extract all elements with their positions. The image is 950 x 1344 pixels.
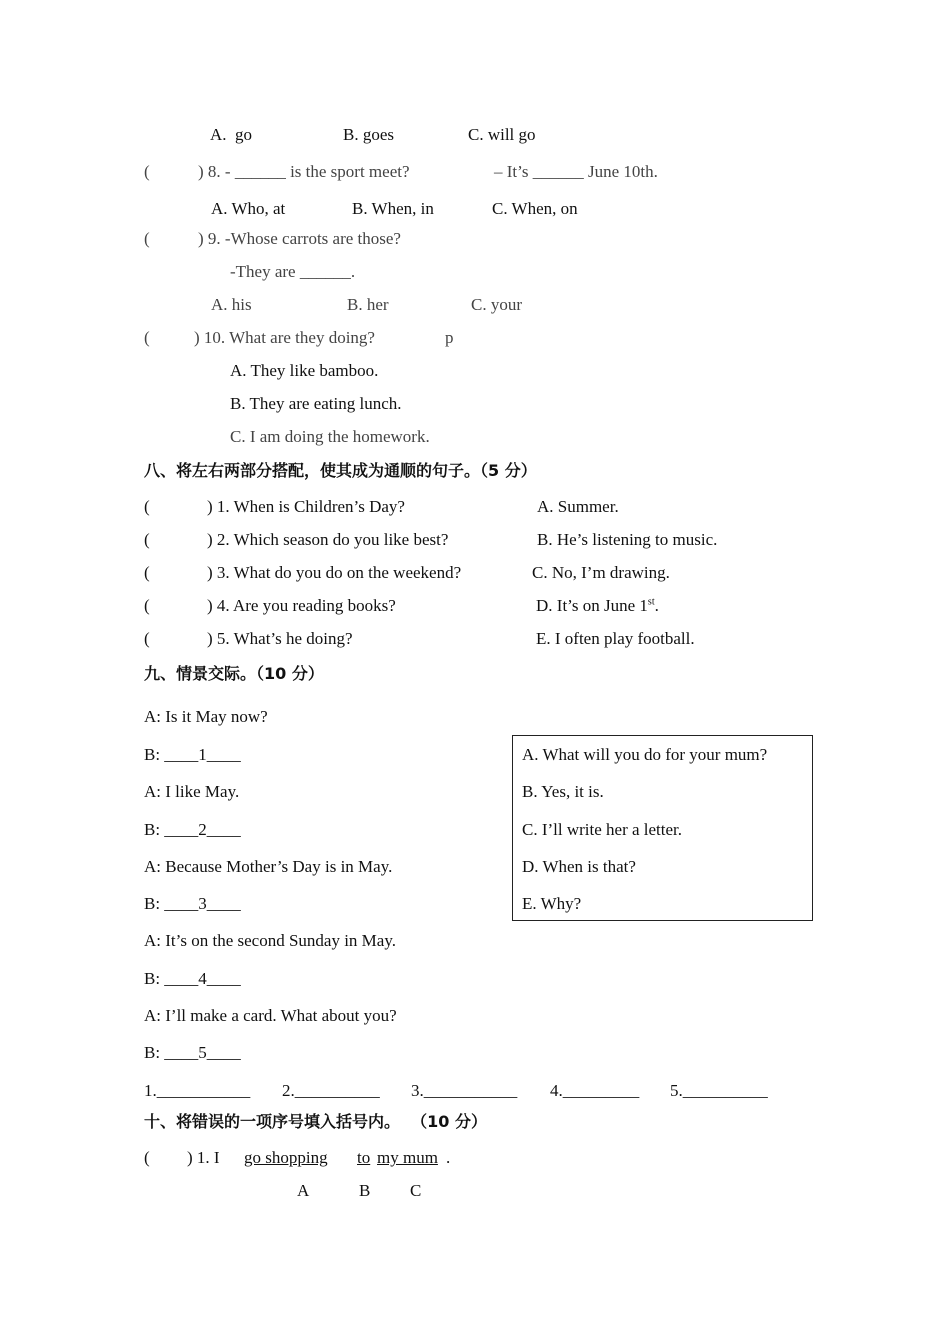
section10-q1-part-c: my mum (377, 1148, 438, 1167)
dialogue-line-7: A: It’s on the second Sunday in May. (144, 931, 396, 950)
section8-item-4-right (536, 596, 659, 616)
q10-paren: ( (144, 328, 150, 347)
section10-q1-label-b: B (359, 1181, 371, 1200)
section8-item-4-right-text: D. It’s on June 1 (536, 596, 648, 615)
section8-item-4-left: ) 4. Are you reading books? (207, 596, 396, 615)
box-option-d: D. When is that? (522, 857, 636, 876)
dialogue-line-4: B: ____2____ (144, 820, 241, 839)
box-option-c: C. I’ll write her a letter. (522, 820, 683, 839)
q8-option-b: B. When, in (352, 199, 434, 218)
q9-option-a: A. his (211, 295, 252, 314)
section8-item-3-paren: ( (144, 563, 150, 582)
q9-answer: -They are ______. (230, 262, 356, 281)
dialogue-line-1: A: Is it May now? (144, 707, 268, 726)
answer-blank-1[interactable]: 1.___________ (144, 1081, 251, 1100)
section10-q1-part-b: to (357, 1148, 371, 1167)
section10-q1-part-a: go shopping (244, 1148, 328, 1167)
section8-item-3-left: ) 3. What do you do on the weekend? (207, 563, 462, 582)
section8-item-1-right: A. Summer. (537, 497, 619, 516)
dialogue-line-2: B: ____1____ (144, 745, 241, 764)
q8-question: ) 8. - ______ is the sport meet? (198, 162, 410, 181)
section8-item-5-right: E. I often play football. (536, 629, 695, 648)
section9-heading: 九、情景交际。（10 分） (144, 664, 324, 683)
q8-option-c: C. When, on (492, 199, 578, 218)
q8-option-a: A. Who, at (211, 199, 286, 218)
answer-blank-5[interactable]: 5.__________ (670, 1081, 768, 1100)
answer-blank-4[interactable]: 4._________ (550, 1081, 640, 1100)
dialogue-line-6: B: ____3____ (144, 894, 241, 913)
q10-option-b: B. They are eating lunch. (230, 394, 402, 413)
section10-q1-paren: ( (144, 1148, 150, 1167)
q7-option-c: C. will go (468, 125, 536, 144)
section8-heading: 八、将左右两部分搭配，使其成为通顺的句子。（5 分） (144, 461, 537, 480)
section8-item-5-paren: ( (144, 629, 150, 648)
section8-item-4-right-end: . (654, 596, 659, 615)
q10-stray-letter: p (445, 328, 454, 347)
box-option-b: B. Yes, it is. (522, 782, 604, 801)
section8-item-4-paren: ( (144, 596, 150, 615)
section8-item-3-right: C. No, I’m drawing. (532, 563, 670, 582)
section10-q1-end: . (446, 1148, 451, 1167)
q7-option-b: B. goes (343, 125, 394, 144)
q8-answer: – It’s ______ June 10th. (494, 162, 658, 181)
q10-option-c: C. I am doing the homework. (230, 427, 430, 446)
section8-item-4-right-sup: st (647, 596, 655, 608)
dialogue-line-9: A: I’ll make a card. What about you? (144, 1006, 397, 1025)
q10-option-a: A. They like bamboo. (230, 361, 379, 380)
section10-q1-label-c: C (410, 1181, 422, 1200)
dialogue-line-10: B: ____5____ (144, 1043, 241, 1062)
answer-blank-3[interactable]: 3.___________ (411, 1081, 518, 1100)
q9-option-b: B. her (347, 295, 389, 314)
q8-paren: ( (144, 162, 150, 181)
q7-option-a: A. go (210, 125, 253, 144)
section8-item-2-right: B. He’s listening to music. (537, 530, 718, 549)
section10-q1-label-a: A (297, 1181, 310, 1200)
dialogue-line-8: B: ____4____ (144, 969, 241, 988)
q10-question: ) 10. What are they doing? (194, 328, 375, 347)
q9-question: ) 9. -Whose carrots are those? (198, 229, 401, 248)
section8-item-1-left: ) 1. When is Children’s Day? (207, 497, 405, 516)
q9-paren: ( (144, 229, 150, 248)
q9-option-c: C. your (471, 295, 522, 314)
box-option-e: E. Why? (522, 894, 582, 913)
section10-heading: 十、将错误的一项序号填入括号内。 （10 分） (144, 1112, 487, 1131)
section8-item-2-paren: ( (144, 530, 150, 549)
answer-blank-2[interactable]: 2.__________ (282, 1081, 380, 1100)
section10-q1-prefix: ) 1. I (187, 1148, 220, 1167)
section8-item-1-paren: ( (144, 497, 150, 516)
dialogue-line-3: A: I like May. (144, 782, 240, 801)
dialogue-line-5: A: Because Mother’s Day is in May. (144, 857, 393, 876)
section8-item-2-left: ) 2. Which season do you like best? (207, 530, 449, 549)
box-option-a: A. What will you do for your mum? (522, 745, 768, 764)
section8-item-5-left: ) 5. What’s he doing? (207, 629, 353, 648)
